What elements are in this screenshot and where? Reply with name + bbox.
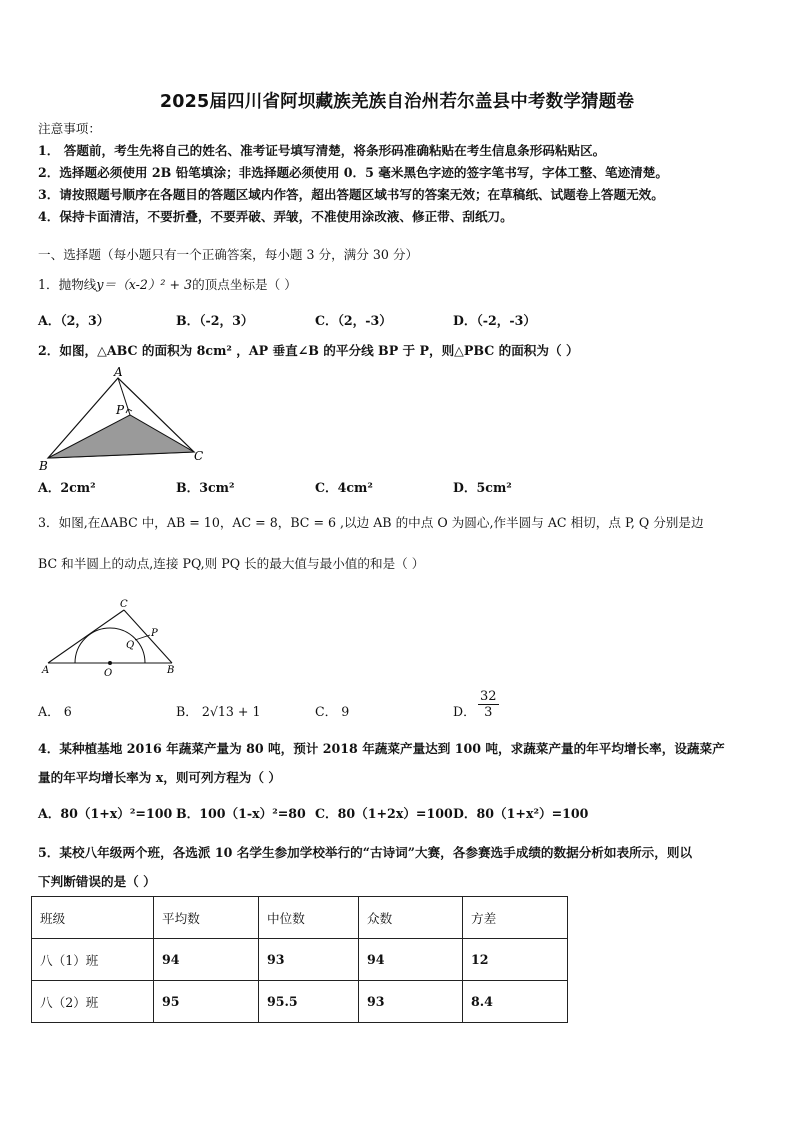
notice-item: 1． 答题前，考生先将自己的姓名、准考证号填写清楚，将条形码准确粘贴在考生信息条形码粘贴区。 [38,143,606,158]
label-b: B [39,459,48,473]
question-3-stem-line-1: 3．如图,在ΔABC 中，AB = 10，AC = 8，BC = 6 ,以边 AB 的中点 O 为圆心,作半圆与 AC 相切，点 P, Q 分别是边 [38,515,704,530]
q3-option-b[interactable]: B． 2√13 + 1 [176,704,261,719]
label-p: P [151,628,158,639]
q2-option-d[interactable]: D．5cm² [453,480,512,495]
question-5-stem-line-1: 5．某校八年级两个班，各选派 10 名学生参加学校举行的“古诗词”大赛，各参赛选手成绩的数据分析如表所示，则以 [38,845,693,860]
q2-option-a[interactable]: A．2cm² [38,480,96,495]
q4-option-d[interactable]: D．80（1+x²）=100 [453,806,589,821]
table-header-cell: 众数 [359,897,463,939]
label-o: O [104,668,113,679]
table-cell: 95 [154,981,259,1023]
question-2-stem: 2．如图，△ABC 的面积为 8cm² ，AP 垂直∠B 的平分线 BP 于 P，则△PBC 的面积为（ ） [38,343,579,358]
notice-item: 3．请按照题号顺序在各题目的答题区域内作答，超出答题区域书写的答案无效；在草稿纸、试题卷上答题无效。 [38,187,664,202]
question-3-stem-line-2: BC 和半圆上的动点,连接 PQ,则 PQ 长的最大值与最小值的和是（ ） [38,556,425,571]
table-cell: 12 [463,939,568,981]
notice-item: 2．选择题必须使用 2B 铅笔填涂；非选择题必须使用 0．5 毫米黑色字迹的签字笔书写，字体工整、笔迹清楚。 [38,165,668,180]
question-4-stem-line-2: 量的年平均增长率为 x，则可列方程为（ ） [38,770,281,785]
center-point-o [108,661,112,665]
q2-option-b[interactable]: B．3cm² [176,480,235,495]
q1-option-c[interactable]: C．（2，-3） [315,313,392,328]
question-5-stem-line-2: 下判断错误的是（ ） [38,874,156,889]
q1-option-b[interactable]: B．（-2，3） [176,313,254,328]
q1-option-d[interactable]: D．（-2，-3） [453,313,536,328]
q1-stem-prefix: 1．抛物线 [38,277,97,292]
q3-option-d[interactable] [453,704,476,720]
label-a: A [114,365,123,379]
segment-ac [48,610,124,663]
label-a: A [42,665,50,676]
q3-option-c[interactable]: C． 9 [315,704,350,719]
question-4-stem-line-1: 4．某种植基地 2016 年蔬菜产量为 80 吨，预计 2018 年蔬菜产量达到 100 吨，求蔬菜产量的年平均增长率，设蔬菜产 [38,741,725,756]
table-cell: 8.4 [463,981,568,1023]
q1-formula: y＝（x-2）² + 3 [96,277,193,292]
table-cell: 94 [154,939,259,981]
q3-option-a[interactable]: A． 6 [38,704,72,719]
q4-option-c[interactable]: C．80（1+2x）=100 [315,806,453,821]
table-cell: 94 [359,939,463,981]
page-title: 2025届四川省阿坝藏族羌族自治州若尔盖县中考数学猜题卷 [159,92,635,112]
semicircle-diagram-q3 [40,596,185,680]
semicircle [75,628,145,663]
notice-item: 4．保持卡面清洁，不要折叠，不要弄破、弄皱，不准使用涂改液、修正带、刮纸刀。 [38,209,513,224]
segment-bc [124,610,172,663]
table-cell: 95.5 [259,981,359,1023]
label-c: C [120,599,128,610]
segment-pq [135,635,150,640]
notice-heading: 注意事项： [38,121,101,136]
table-cell: 93 [259,939,359,981]
q4-option-b[interactable]: B．100（1-x）²=80 [176,806,306,821]
shaded-triangle-pbc [48,415,194,458]
label-b: B [167,665,175,676]
triangle-diagram-q2 [36,364,211,474]
table-header-row [32,897,568,939]
table-header-cell: 平均数 [154,897,259,939]
q4-option-a[interactable]: A．80（1+x）²=100 [38,806,173,821]
q3-option-d-label: D． [453,704,476,719]
table-header-cell: 班级 [32,897,154,939]
label-c: C [194,449,204,463]
fraction-denominator: 3 [484,705,493,720]
question-1-stem [38,277,297,293]
q2-option-c[interactable]: C．4cm² [315,480,373,495]
q3-option-d-fraction [478,689,499,720]
table-row [32,981,568,1023]
q1-option-a[interactable]: A．（2，3） [38,313,110,328]
fraction-numerator: 32 [480,689,497,704]
q1-stem-suffix: 的顶点坐标是（ ） [192,277,297,292]
table-cell: 八（2）班 [32,981,154,1023]
table-header-cell: 方差 [463,897,568,939]
table-header-cell: 中位数 [259,897,359,939]
label-p: P [116,403,125,417]
table-cell: 八（1）班 [32,939,154,981]
label-q: Q [126,640,135,651]
table-row [32,939,568,981]
table-cell: 93 [359,981,463,1023]
score-table [31,896,568,1023]
section-heading: 一、选择题（每小题只有一个正确答案，每小题 3 分，满分 30 分） [38,247,419,262]
